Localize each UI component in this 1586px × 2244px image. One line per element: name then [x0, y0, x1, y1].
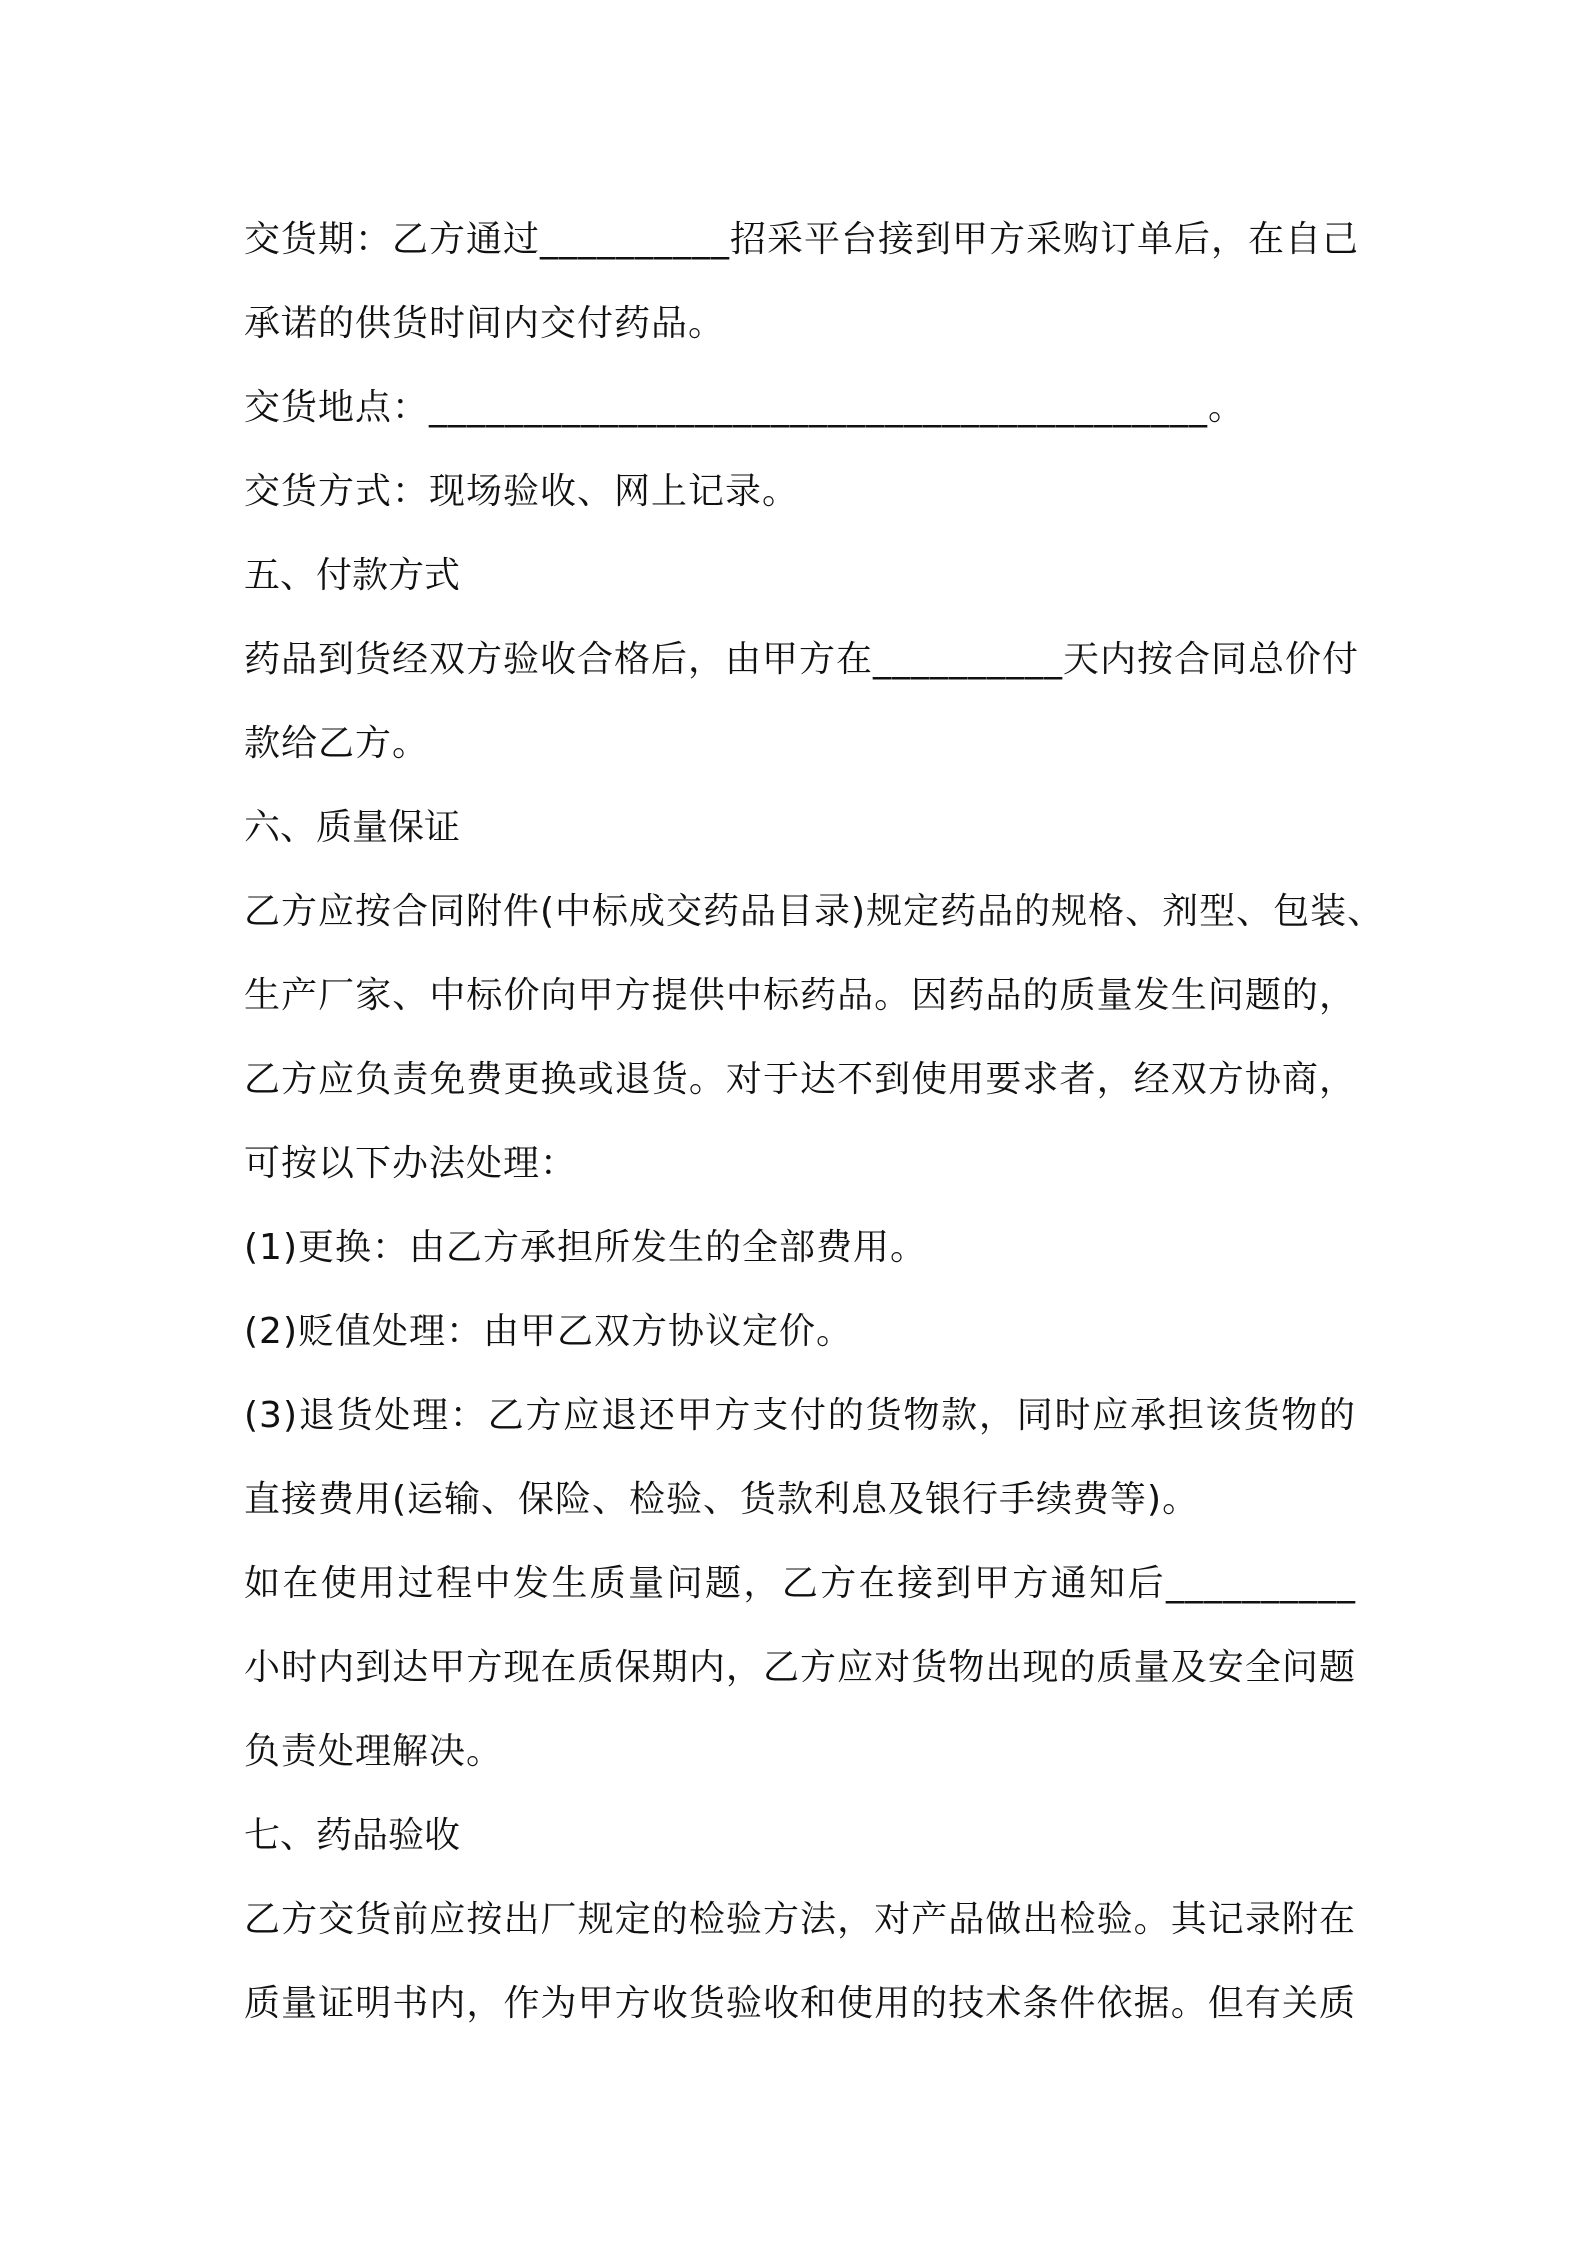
option-return-line-2: 直接费用(运输、保险、检验、货款利息及银行手续费等)。 [244, 1479, 1200, 1520]
payment-line-1: 药品到货经双方验收合格后，由甲方在__________天内按合同总价付 [244, 639, 1360, 680]
acceptance-line-2: 质量证明书内，作为甲方收货验收和使用的技术条件依据。但有关质 [244, 1983, 1356, 2024]
delivery-period-line-1: 交货期：乙方通过__________招采平台接到甲方采购订单后，在自己 [244, 219, 1360, 260]
quality-line-3: 乙方应负责免费更换或退货。对于达不到使用要求者，经双方协商， [244, 1059, 1356, 1100]
option-replace-line: (1)更换：由乙方承担所发生的全部费用。 [244, 1227, 927, 1268]
warranty-line-2: 小时内到达甲方现在质保期内，乙方应对货物出现的质量及安全问题 [244, 1647, 1356, 1688]
delivery-period-line-2: 承诺的供货时间内交付药品。 [244, 303, 726, 344]
document-page [244, 198, 1385, 2046]
quality-line-4: 可按以下办法处理： [244, 1143, 578, 1184]
payment-line-2: 款给乙方。 [244, 723, 430, 764]
section-heading-payment: 五、付款方式 [244, 555, 461, 596]
section-heading-acceptance: 七、药品验收 [244, 1815, 461, 1856]
warranty-line-1: 如在使用过程中发生质量问题，乙方在接到甲方通知后__________ [244, 1563, 1356, 1604]
section-heading-quality: 六、质量保证 [244, 807, 461, 848]
acceptance-line-1: 乙方交货前应按出厂规定的检验方法，对产品做出检验。其记录附在 [244, 1899, 1356, 1940]
quality-line-2: 生产厂家、中标价向甲方提供中标药品。因药品的质量发生问题的， [244, 975, 1356, 1016]
option-return-line-1: (3)退货处理：乙方应退还甲方支付的货物款，同时应承担该货物的 [244, 1395, 1356, 1436]
delivery-location-line: 交货地点：_________________________________________。 [244, 387, 1246, 428]
quality-line-1: 乙方应按合同附件(中标成交药品目录)规定药品的规格、剂型、包装、 [244, 891, 1385, 932]
warranty-line-3: 负责处理解决。 [244, 1731, 504, 1772]
option-depreciation-line: (2)贬值处理：由甲乙双方协议定价。 [244, 1311, 853, 1352]
delivery-method-line: 交货方式：现场验收、网上记录。 [244, 471, 800, 512]
